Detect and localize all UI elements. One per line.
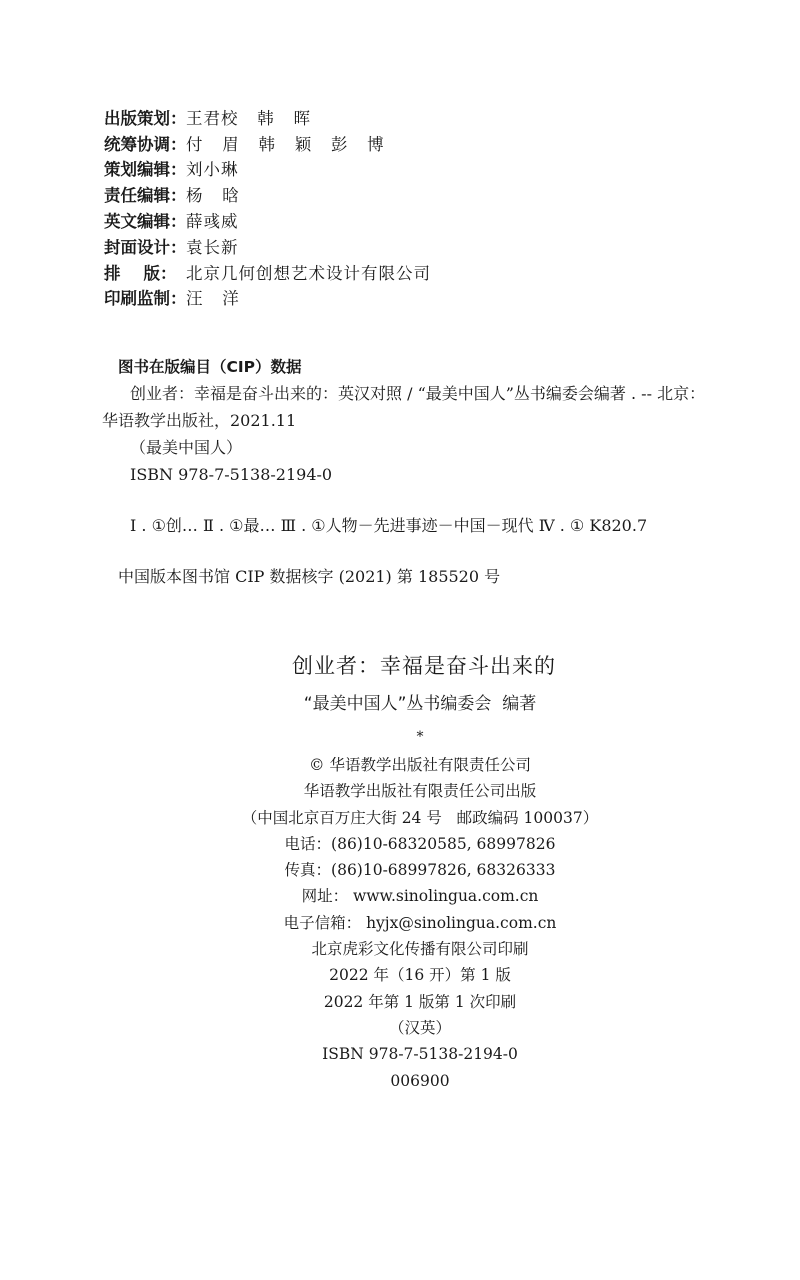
credit-row [104,130,724,156]
credit-value: 袁长新 [186,237,239,257]
credit-value: 汪 洋 [186,289,240,309]
cip-publisher-line: 华语教学出版社，2021.11 [102,411,297,430]
phone-line: 电话：(86)10-68320585, 68997826 [284,834,556,853]
printer-line: 北京虎彩文化传播有限公司印刷 [311,940,529,959]
credit-label: 责任编辑： [104,186,187,206]
cip-heading: 图书在版编目（CIP）数据 [118,358,302,376]
credit-value: 王君校 韩 晖 [186,108,311,128]
cip-series: （最美中国人） [130,438,243,457]
credit-row [104,156,724,182]
credit-label: 英文编辑： [104,212,187,232]
credit-value: 薛彧威 [186,212,239,232]
language-line: （汉英） [388,1018,451,1037]
separator-star: * [416,729,424,745]
credit-value: 刘小琳 [186,160,239,180]
publisher-line: 华语教学出版社有限责任公司出版 [303,782,537,801]
credit-row [104,207,724,233]
code-line: 006900 [390,1071,450,1090]
cip-description: 创业者：幸福是奋斗出来的：英汉对照 / “最美中国人”丛书编委会编著 . -- 北京： [130,384,706,403]
cip-block [102,354,778,590]
credit-value: 付 眉 韩 颖 彭 博 [186,134,385,154]
credit-label: 印刷监制： [104,289,187,309]
address-line: （中国北京百万庄大街 24 号 邮政编码 100037） [241,808,599,827]
isbn-line: ISBN 978-7-5138-2194-0 [322,1045,518,1064]
credit-row [104,259,724,285]
copyright-line: © 华语教学出版社有限责任公司 [309,756,531,774]
cip-classification: Ⅰ . ①创… Ⅱ . ①最… Ⅲ . ①人物－先进事迹－中国－现代 Ⅳ . ① K820.7 [130,516,648,535]
credit-label: 出版策划： [104,108,187,128]
credit-row [104,233,724,259]
credit-label: 排 版： [104,263,177,283]
edition-line: 2022 年（16 开）第 1 版 [329,966,511,985]
credit-row [104,285,724,311]
email-line: 电子信箱： hyjx@sinolingua.com.cn [283,913,557,932]
cip-record-number: 中国版本图书馆 CIP 数据核字 (2021) 第 185520 号 [118,567,501,586]
colophon-block [0,646,800,1094]
printing-line: 2022 年第 1 版第 1 次印刷 [323,992,517,1011]
book-author: “最美中国人”丛书编委会 编著 [303,694,537,714]
credit-value: 北京几何创想艺术设计有限公司 [186,263,431,283]
credit-label: 策划编辑： [104,160,187,180]
credit-row [104,104,724,130]
credit-value: 杨 晗 [186,186,240,206]
cip-isbn: ISBN 978-7-5138-2194-0 [130,465,333,484]
credit-label: 封面设计： [104,237,187,257]
fax-line: 传真：(86)10-68997826, 68326333 [284,861,556,880]
book-title: 创业者：幸福是奋斗出来的 [292,654,556,678]
credit-label: 统筹协调： [104,134,187,154]
credit-row [104,181,724,207]
credits-block [104,104,724,310]
website-line: 网址： www.sinolingua.com.cn [301,887,539,906]
